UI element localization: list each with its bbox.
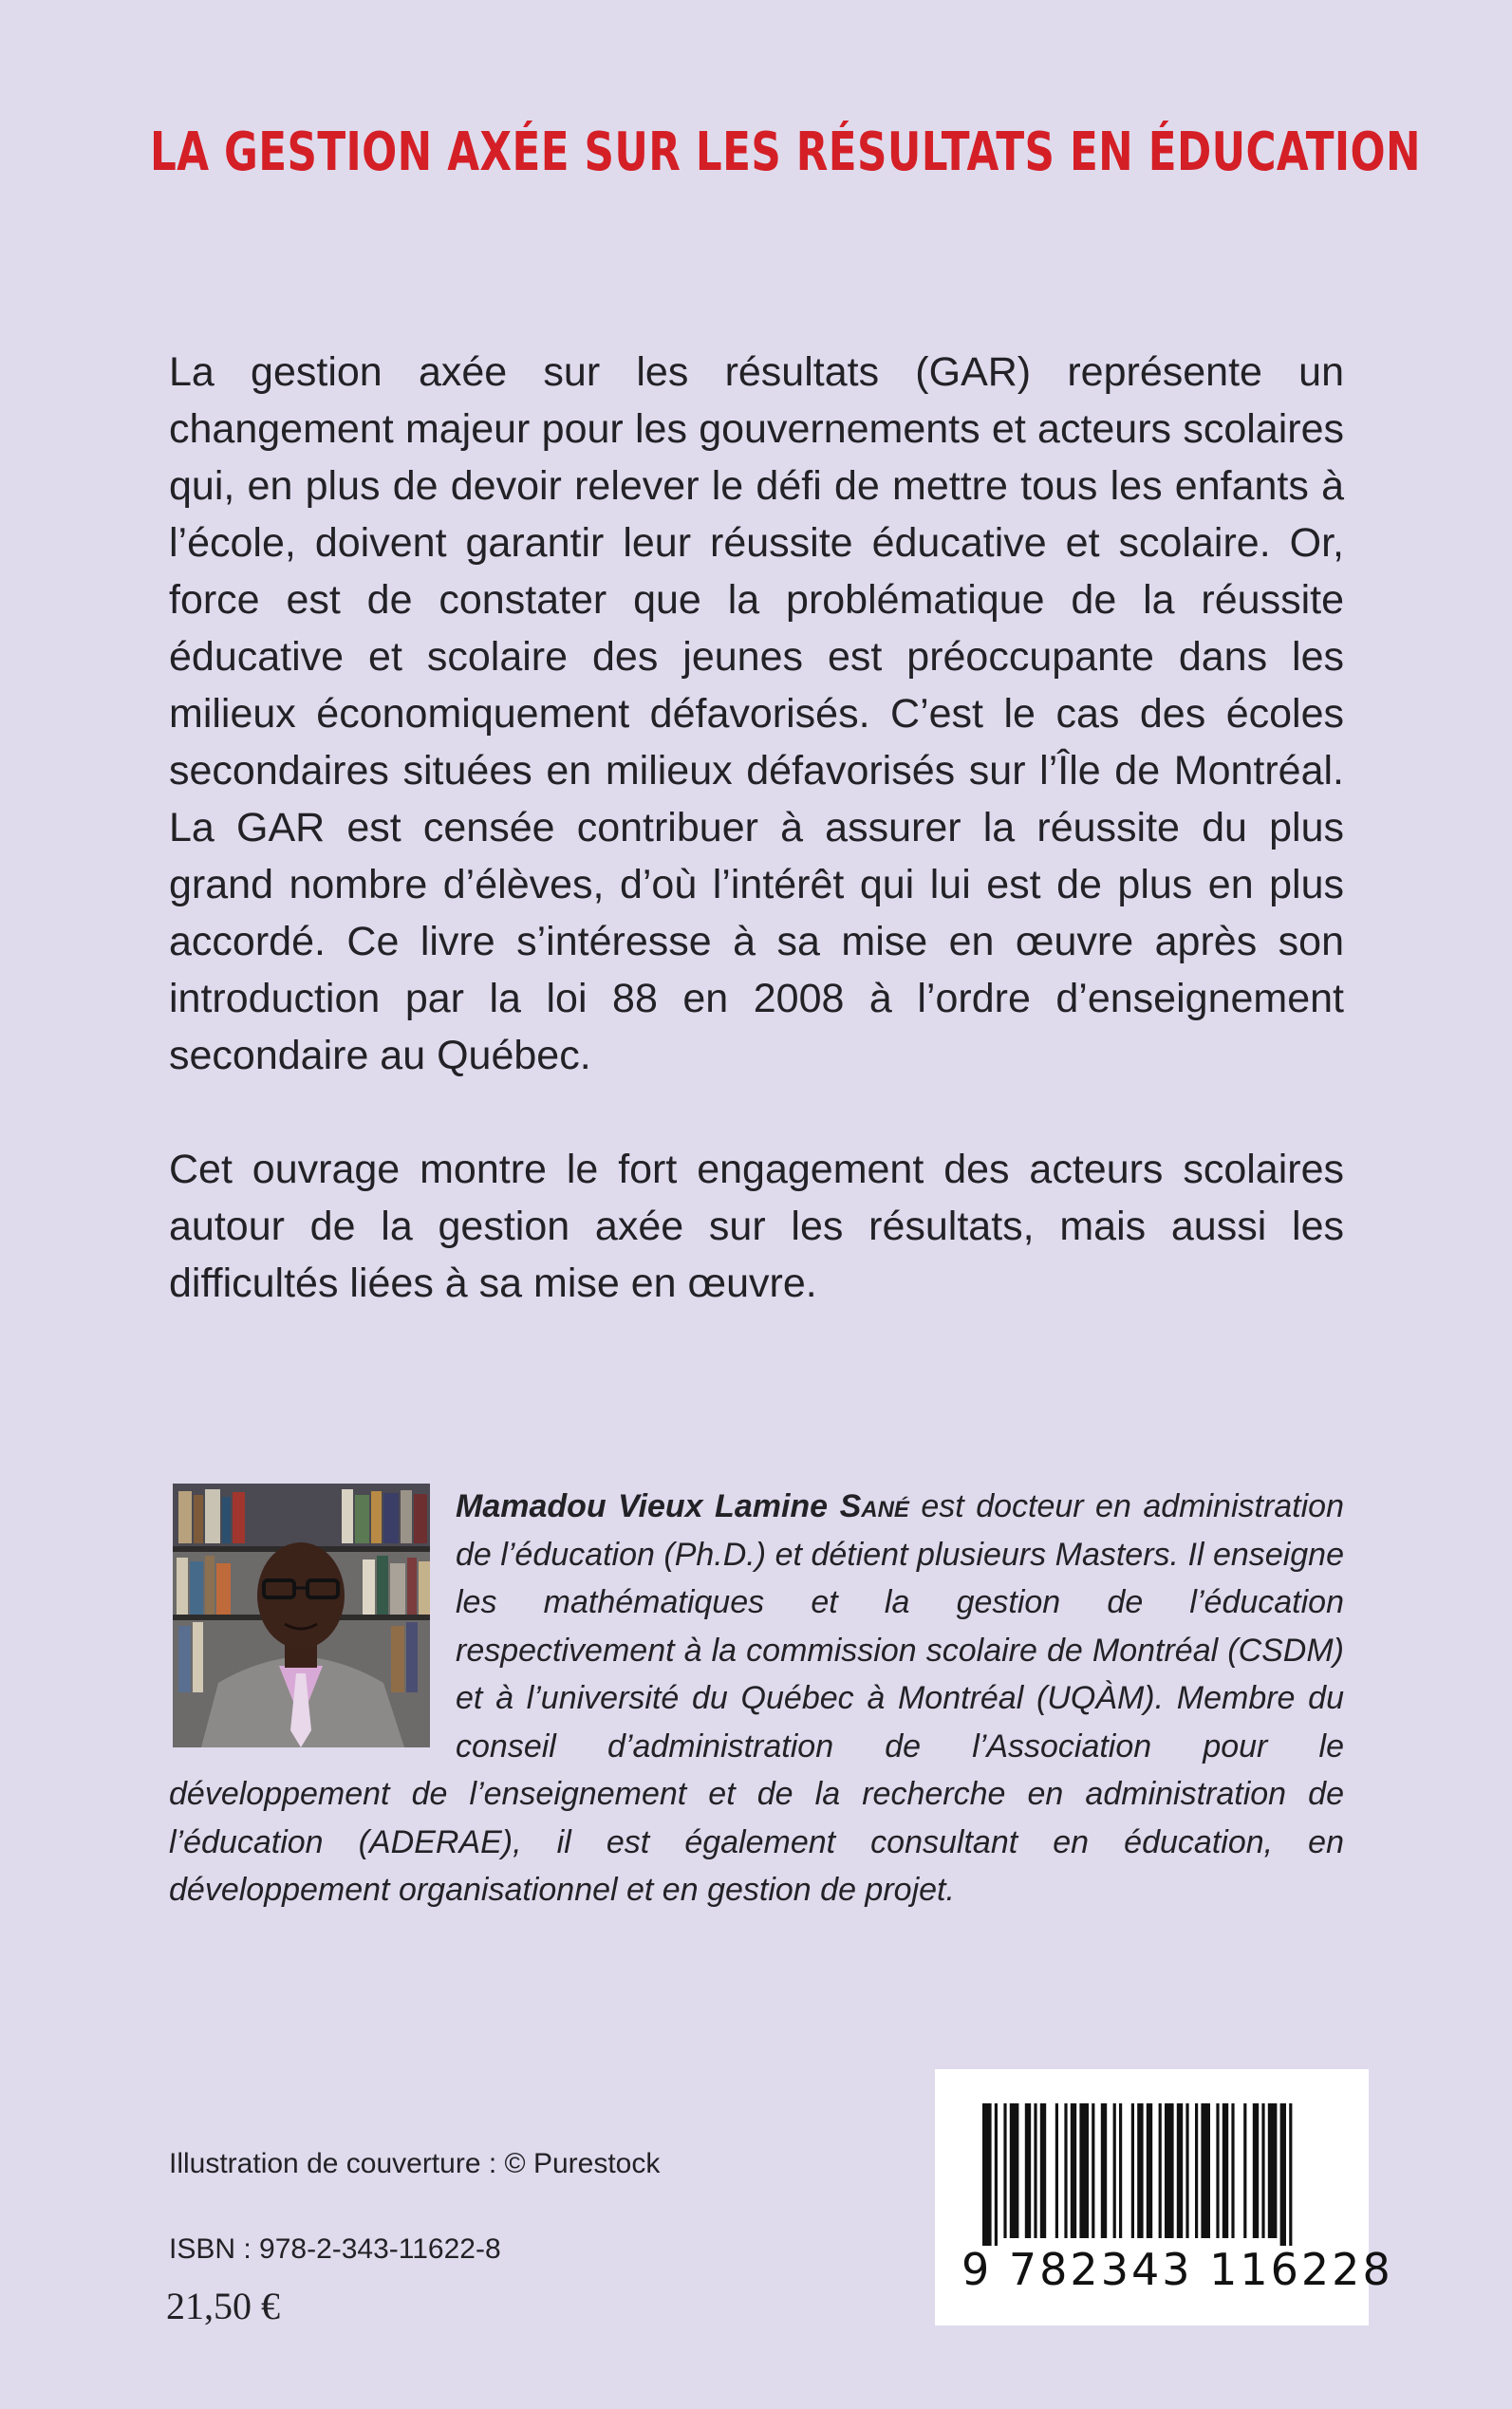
barcode-digits: 9 782343 116228 <box>961 2244 1393 2295</box>
barcode <box>935 2069 1393 2325</box>
barcode-bar <box>1201 2103 1210 2238</box>
barcode-bar <box>995 2103 998 2246</box>
barcode-bar <box>1101 2103 1107 2238</box>
barcode-bar <box>1280 2103 1286 2246</box>
barcode-bar <box>1119 2103 1122 2238</box>
barcode-bar <box>1010 2103 1019 2238</box>
author-bio <box>169 1483 1344 1914</box>
barcode-bar <box>1055 2103 1058 2238</box>
barcode-bar <box>1079 2103 1089 2238</box>
barcode-bar <box>1071 2103 1076 2238</box>
barcode-bar <box>1003 2103 1006 2238</box>
barcode-bar <box>1243 2103 1246 2238</box>
barcode-bar <box>1131 2103 1134 2238</box>
barcode-bar <box>1137 2103 1143 2238</box>
barcode-bar <box>1092 2103 1094 2238</box>
barcode-bar <box>1253 2103 1259 2238</box>
author-name-suffix: Sané <box>839 1488 909 1524</box>
author-bio-text: est docteur en administration de l’éducation (Ph.D.) et détient plusieurs Masters. Il enseigne les mathématiques et la gestion de l’éducation respectivement à la commission scolaire de Montréal (CSDM) et à l’université du Québec à Montréal (UQÀM). Membre du conseil d’administration de l’Association pour le développement de l’enseignement et de la recherche en administration de l’éducation (ADERAE), il est également consultant en éducation, en développement organisationnel et en gestion de projet. <box>169 1488 1344 1908</box>
book-title: LA GESTION AXÉE SUR LES RÉSULTATS EN ÉDUCATION <box>150 121 1422 183</box>
barcode-bar <box>982 2103 992 2246</box>
barcode-bar <box>1268 2103 1278 2238</box>
barcode-bar <box>1040 2103 1046 2238</box>
barcode-bar <box>1289 2103 1292 2246</box>
author-name: Mamadou Vieux Lamine <box>456 1488 829 1524</box>
barcode-bar <box>1231 2103 1234 2238</box>
barcode-bar <box>1064 2103 1067 2238</box>
barcode-bar <box>1261 2103 1264 2238</box>
photo-spacer <box>169 1483 456 1746</box>
blurb-paragraph-2: Cet ouvrage montre le fort engagement des acteurs scolaires autour de la gestion axée sur les résultats, mais aussi les difficultés liées à sa mise en œuvre. <box>169 1147 1344 1306</box>
barcode-bar <box>1159 2103 1162 2238</box>
barcode-bar <box>1147 2103 1152 2238</box>
barcode-bar <box>1177 2103 1183 2238</box>
price: 21,50 € <box>166 2285 280 2327</box>
blurb-paragraph-1: La gestion axée sur les résultats (GAR) représente un changement majeur pour les gouvernements et acteurs scolaires qui, en plus de devoir relever le défi de mettre tous les enfants à l’école, doivent garantir leur réussite éducative et scolaire. Or, force est de constater que la problématique de la réussite éducative et scolaire des jeunes est préoccupante dans les milieux économiquement défavorisés. C’est le cas des écoles secondaires situées en milieux défavorisés sur l’Île de Montréal. La GAR est censée contribuer à assurer la réussite du plus grand nombre d’élèves, d’où l’intérêt qui lui est de plus en plus accordé. Ce livre s’intéresse à sa mise en œuvre après son introduction par la loi 88 en 2008 à l’ordre d’enseignement secondaire au Québec. <box>169 349 1344 1078</box>
barcode-bar <box>1223 2103 1228 2238</box>
barcode-bar <box>1185 2103 1188 2238</box>
barcode-bar <box>1025 2103 1031 2238</box>
isbn: ISBN : 978-2-343-11622-8 <box>169 2233 501 2265</box>
barcode-bar <box>1195 2103 1198 2238</box>
barcode-bar <box>1113 2103 1116 2238</box>
barcode-icon <box>982 2103 1324 2246</box>
barcode-bar <box>1216 2103 1219 2238</box>
barcode-bar <box>1165 2103 1174 2238</box>
illustration-credit: Illustration de couverture : © Purestock <box>169 2148 661 2179</box>
barcode-bar <box>1034 2103 1036 2238</box>
